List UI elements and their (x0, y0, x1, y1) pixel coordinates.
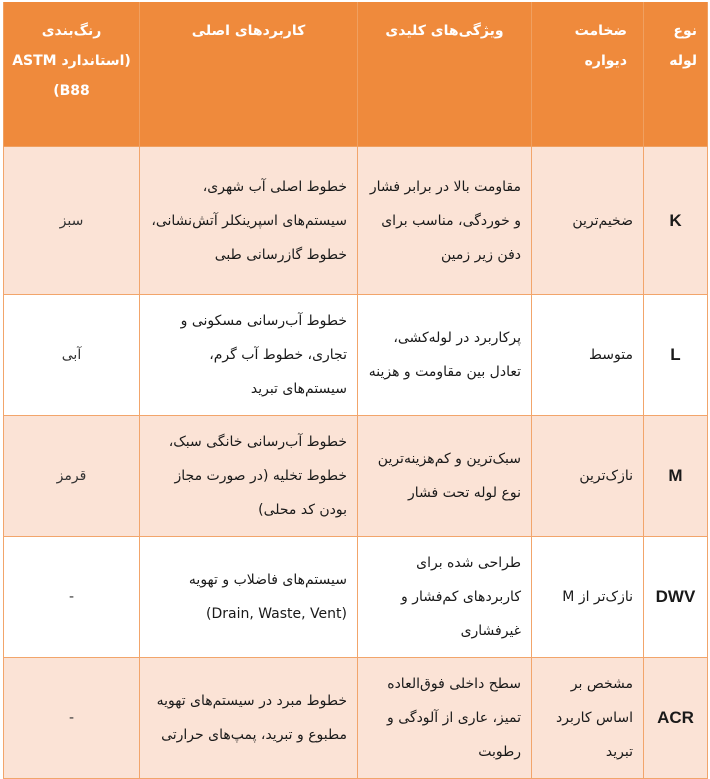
table-row (4, 147, 708, 295)
cell-pipe-type: L (644, 295, 708, 416)
cell-color-coding: - (4, 658, 140, 779)
cell-main-applications: خطوط اصلی آب شهری، سیستم‌های اسپرینکلر آتش‌نشانی، خطوط گازرسانی طبی (140, 147, 358, 295)
cell-pipe-type: ACR (644, 658, 708, 779)
cell-main-applications: خطوط آب‌رسانی خانگی سبک، خطوط تخلیه (در صورت مجاز بودن کد محلی) (140, 416, 358, 537)
cell-wall-thickness: مشخص بر اساس کاربرد تبرید (532, 658, 644, 779)
cell-main-applications: خطوط مبرد در سیستم‌های تهویه مطبوع و تبرید، پمپ‌های حرارتی (140, 658, 358, 779)
cell-main-applications: سیستم‌های فاضلاب و تهویه (Drain, Waste, Vent) (140, 537, 358, 658)
table-row (4, 537, 708, 658)
cell-color-coding: سبز (4, 147, 140, 295)
header-pipe-type: نوع لوله (644, 2, 708, 147)
cell-key-features: مقاومت بالا در برابر فشار و خوردگی، مناسب برای دفن زیر زمین (358, 147, 532, 295)
header-key-features: ویژگی‌های کلیدی (358, 2, 532, 147)
cell-color-coding: قرمز (4, 416, 140, 537)
table-row (4, 295, 708, 416)
cell-pipe-type: M (644, 416, 708, 537)
header-wall-thickness: ضخامت دیواره (532, 2, 644, 147)
cell-key-features: طراحی شده برای کاربردهای کم‌فشار و غیرفشاری (358, 537, 532, 658)
header-row (4, 2, 708, 147)
table-row (4, 658, 708, 779)
cell-wall-thickness: نازک‌ترین (532, 416, 644, 537)
cell-wall-thickness: ضخیم‌ترین (532, 147, 644, 295)
cell-color-coding: - (4, 537, 140, 658)
cell-main-applications: خطوط آب‌رسانی مسکونی و تجاری، خطوط آب گرم، سیستم‌های تبرید (140, 295, 358, 416)
header-color-coding: رنگ‌بندی (استاندارد ASTM B88) (4, 2, 140, 147)
table-row (4, 416, 708, 537)
cell-key-features: سبک‌ترین و کم‌هزینه‌ترین نوع لوله تحت فشار (358, 416, 532, 537)
header-main-applications: کاربردهای اصلی (140, 2, 358, 147)
cell-wall-thickness: متوسط (532, 295, 644, 416)
cell-pipe-type: DWV (644, 537, 708, 658)
cell-pipe-type: K (644, 147, 708, 295)
cell-wall-thickness: نازک‌تر از M (532, 537, 644, 658)
cell-color-coding: آبی (4, 295, 140, 416)
copper-pipe-types-table (3, 2, 708, 779)
cell-key-features: سطح داخلی فوق‌العاده تمیز، عاری از آلودگی و رطوبت (358, 658, 532, 779)
cell-key-features: پرکاربرد در لوله‌کشی، تعادل بین مقاومت و هزینه (358, 295, 532, 416)
